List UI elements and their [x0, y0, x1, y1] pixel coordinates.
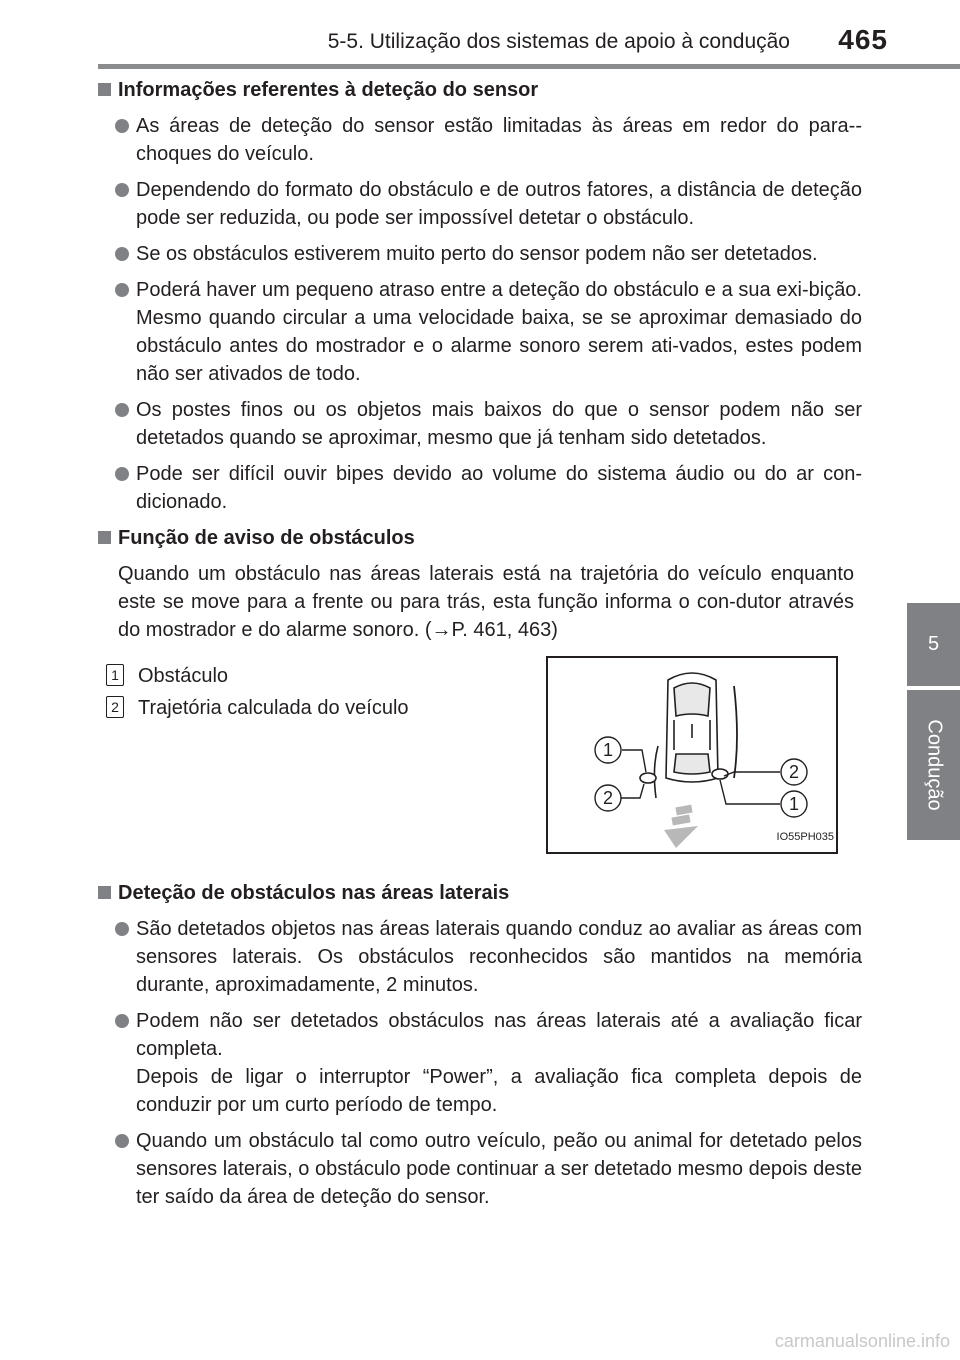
movement-arrow-icon: [664, 805, 698, 848]
legend-number: 1: [106, 664, 124, 686]
page-number: 465: [838, 24, 888, 55]
page-header: [0, 0, 960, 70]
callout-number: 2: [788, 762, 800, 782]
trajectory-line-icon: [734, 686, 737, 778]
obstacle-icon: [712, 769, 728, 779]
chapter-label: Condução: [923, 719, 945, 811]
circle-bullet-icon: [115, 922, 129, 936]
list-item: Podem não ser detetados obstáculos nas áreas laterais até a avaliação ficar completa. Depois de ligar o interruptor “Power”, a avaliação fica completa depois de conduzir por um curto período de tempo.: [98, 1007, 862, 1119]
circle-bullet-icon: [115, 247, 129, 261]
circle-bullet-icon: [115, 467, 129, 481]
section-paragraph: Quando um obstáculo nas áreas laterais está na trajetória do veículo enquanto este se move para a frente ou para trás, esta função informa o con-dutor através do mostrador e do alarme sonoro. (→P. 461, 463): [118, 563, 854, 641]
chapter-tab-number[interactable]: [907, 603, 960, 686]
list-item: As áreas de deteção do sensor estão limitadas às áreas em redor do para--choques do veículo.: [98, 112, 862, 168]
circle-bullet-icon: [115, 1014, 129, 1028]
legend-item: [106, 694, 409, 722]
callout-number: 1: [602, 740, 614, 760]
circle-bullet-icon: [115, 283, 129, 297]
callout-number: 2: [602, 788, 614, 808]
circle-bullet-icon: [115, 119, 129, 133]
chapter-tab-label[interactable]: [907, 690, 960, 840]
circle-bullet-icon: [115, 183, 129, 197]
list-item: Se os obstáculos estiverem muito perto do sensor podem não ser detetados.: [98, 240, 862, 268]
page-content: [98, 76, 862, 1219]
legend-label: Trajetória calculada do veículo: [138, 697, 409, 719]
list-item: Pode ser difícil ouvir bipes devido ao volume do sistema áudio ou do ar con-dicionado.: [98, 460, 862, 516]
list-item: Poderá haver um pequeno atraso entre a deteção do obstáculo e a sua exi-bição. Mesmo quando circular a uma velocidade baixa, se se aproximar demasiado do obstáculo antes do mostrador e o alarme sonoro serem ati-vados, estes podem não ser ativados de todo.: [98, 276, 862, 388]
circle-bullet-icon: [115, 403, 129, 417]
section-heading: Informações referentes à deteção do sensor: [98, 76, 862, 104]
obstacle-warning-figure: [546, 656, 838, 854]
figure-row: [98, 652, 862, 867]
square-bullet-icon: [98, 83, 111, 96]
section-title: 5-5. Utilização dos sistemas de apoio à condução: [327, 30, 790, 53]
legend-item: [106, 662, 228, 690]
header-rule: [98, 64, 960, 69]
list-item: Dependendo do formato do obstáculo e de outros fatores, a distância de deteção pode ser reduzida, ou pode ser impossível detetar o obstáculo.: [98, 176, 862, 232]
legend-label: Obstáculo: [138, 665, 229, 687]
legend-number: 2: [106, 696, 124, 718]
figure-code: IO55PH035: [776, 831, 834, 843]
list-item: Quando um obstáculo tal como outro veículo, peão ou animal for detetado pelos sensores laterais, o obstáculo pode continuar a ser detetado mesmo depois deste ter saído da área de deteção do sensor.: [98, 1127, 862, 1211]
square-bullet-icon: [98, 531, 111, 544]
list-item: São detetados objetos nas áreas laterais quando conduz ao avaliar as áreas com sensores laterais. Os obstáculos reconhecidos são mantidos na memória durante, aproximadamente, 2 minutos.: [98, 915, 862, 999]
square-bullet-icon: [98, 886, 111, 899]
obstacle-icon: [640, 773, 656, 783]
callout-number: 1: [788, 794, 800, 814]
chapter-number: 5: [927, 633, 940, 655]
section-heading: Deteção de obstáculos nas áreas laterais: [98, 879, 862, 907]
section-heading: Função de aviso de obstáculos: [98, 524, 862, 552]
circle-bullet-icon: [115, 1134, 129, 1148]
car-icon: [666, 673, 718, 782]
trajectory-line-icon: [654, 746, 658, 798]
list-item: Os postes finos ou os objetos mais baixos do que o sensor podem não ser detetados quando se aproximar, mesmo que já tenham sido detetados.: [98, 396, 862, 452]
watermark: carmanualsonline.info: [774, 1331, 950, 1351]
